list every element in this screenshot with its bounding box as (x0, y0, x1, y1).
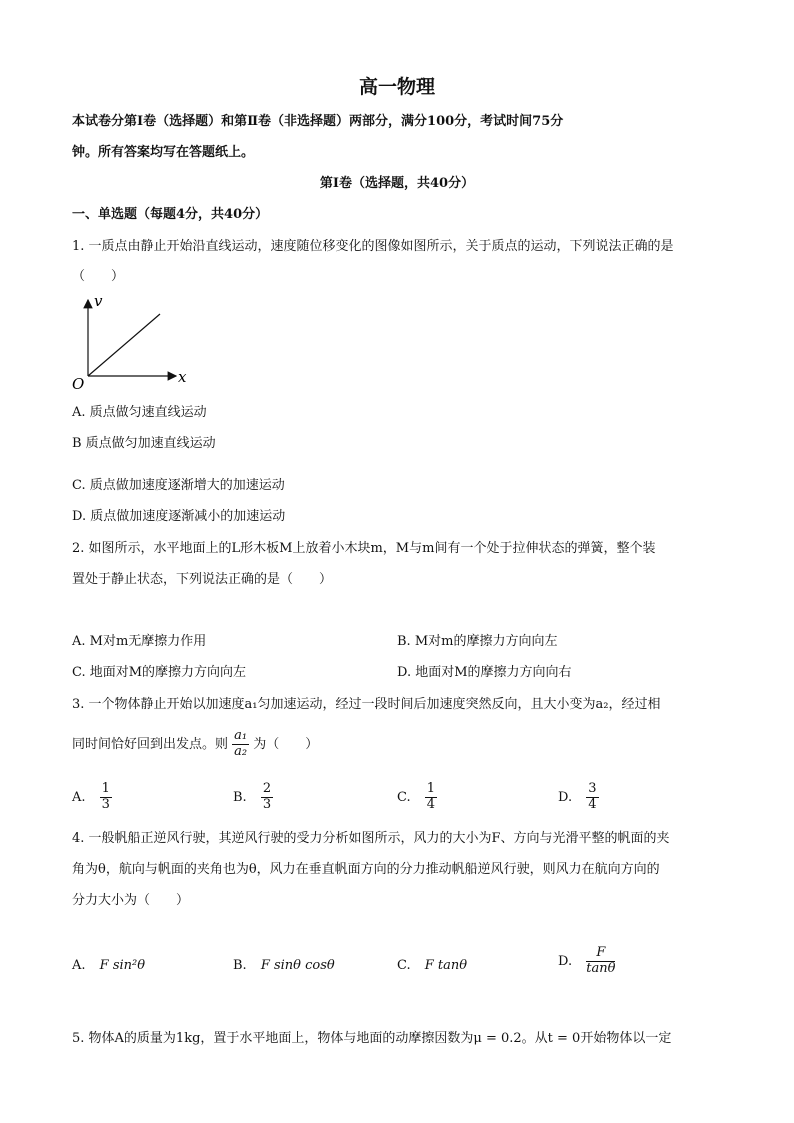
q3-option-d-den: 4 (588, 796, 597, 812)
q3-stem-suffix: 为（ ） (253, 736, 319, 752)
section-title: 第Ⅰ卷（选择题，共40分） (319, 176, 475, 191)
q3-ratio-denominator: a₂ (234, 743, 248, 759)
q3-option-d (558, 782, 599, 813)
q1-stem-line-1: 1. 一质点由静止开始沿直线运动，速度随位移变化的图像如图所示，关于质点的运动，下列说法正确的是 (72, 239, 674, 254)
q4-option-a (72, 958, 145, 973)
q1-option-d: D. 质点做加速度逐渐减小的加速运动 (72, 509, 286, 524)
q3-option-b-den: 3 (262, 796, 272, 812)
q3-option-c-den: 4 (426, 796, 436, 812)
q3-option-c (397, 782, 437, 813)
page-title: 高一物理 (358, 76, 435, 98)
q3-stem-line-2 (72, 729, 318, 760)
q1-option-b: B 质点做匀加速直线运动 (72, 436, 216, 451)
q4-option-b-label: B. (233, 958, 247, 973)
q1-stem-line-2: （ ） (72, 269, 125, 284)
q3-option-c-num: 1 (426, 781, 436, 796)
q4-option-d-label: D. (558, 953, 573, 969)
q1-option-c: C. 质点做加速度逐渐增大的加速运动 (72, 478, 285, 493)
q3-option-a-label: A. (72, 789, 86, 805)
q3-option-d-label: D. (558, 789, 573, 805)
q4-option-c-expr: F tanθ (424, 958, 468, 973)
q3-ratio-fraction (232, 729, 249, 760)
q2-option-b: B. M对m的摩擦力方向向左 (397, 634, 558, 649)
q2-option-d: D. 地面对M的摩擦力方向向右 (397, 665, 572, 680)
intro-line-1: 本试卷分第Ⅰ卷（选择题）和第Ⅱ卷（非选择题）两部分，满分100分，考试时间75分 (72, 114, 564, 129)
q3-option-a-num: 1 (101, 781, 110, 796)
q4-option-d (558, 946, 615, 977)
q3-option-a-den: 3 (101, 796, 110, 812)
q5-stem-line-1: 5. 物体A的质量为1kg，置于水平地面上，物体与地面的动摩擦因数为μ = 0.2。从t = 0开始物体以一定 (72, 1031, 672, 1046)
part-title: 一、单选题（每题4分，共40分） (72, 207, 269, 222)
q2-option-a: A. M对m无摩擦力作用 (72, 634, 207, 649)
y-axis-label: v (94, 292, 103, 310)
q2-option-c: C. 地面对M的摩擦力方向向左 (72, 665, 247, 680)
q3-option-b (233, 782, 273, 813)
q4-option-b (233, 958, 335, 973)
q4-option-a-label: A. (72, 958, 86, 973)
q3-stem-prefix: 同时间恰好回到出发点。则 (72, 736, 229, 752)
q3-stem-line-1: 3. 一个物体静止开始以加速度a₁匀加速运动，经过一段时间后加速度突然反向，且大小变为a₂，经过相 (72, 697, 661, 712)
q4-option-d-num: F (586, 946, 615, 962)
q3-ratio-numerator: a₁ (234, 728, 248, 743)
q3-option-c-label: C. (397, 789, 411, 805)
intro-line-2: 钟。所有答案均写在答题纸上。 (72, 145, 255, 160)
q3-option-a (72, 782, 112, 813)
q3-option-b-label: B. (233, 789, 247, 805)
graph-line (88, 314, 160, 376)
origin-label: O (72, 375, 85, 392)
q3-option-d-num: 3 (588, 781, 597, 796)
q4-option-c (397, 958, 467, 973)
q3-option-b-num: 2 (262, 781, 272, 796)
q4-option-a-expr: F sin²θ (99, 958, 146, 973)
q4-stem-line-3: 分力大小为（ ） (72, 893, 190, 908)
q4-option-d-den: tanθ (586, 960, 616, 976)
q4-option-b-expr: F sinθ cosθ (260, 958, 335, 973)
q1-option-a: A. 质点做匀速直线运动 (72, 405, 207, 420)
q2-stem-line-1: 2. 如图所示，水平地面上的L形木板M上放着小木块m，M与m间有一个处于拉伸状态的弹簧，整个装 (72, 541, 656, 556)
q4-option-c-label: C. (397, 958, 411, 973)
q1-velocity-displacement-graph (68, 292, 193, 392)
x-axis-label: x (178, 368, 187, 386)
q4-stem-line-2: 角为θ，航向与帆面的夹角也为θ，风力在垂直帆面方向的分力推动帆船逆风行驶，则风力在航向方向的 (72, 862, 660, 877)
q4-stem-line-1: 4. 一般帆船正逆风行驶，其逆风行驶的受力分析如图所示，风力的大小为F、方向与光滑平整的帆面的夹 (72, 831, 670, 846)
q2-stem-line-2: 置处于静止状态，下列说法正确的是（ ） (72, 572, 333, 587)
